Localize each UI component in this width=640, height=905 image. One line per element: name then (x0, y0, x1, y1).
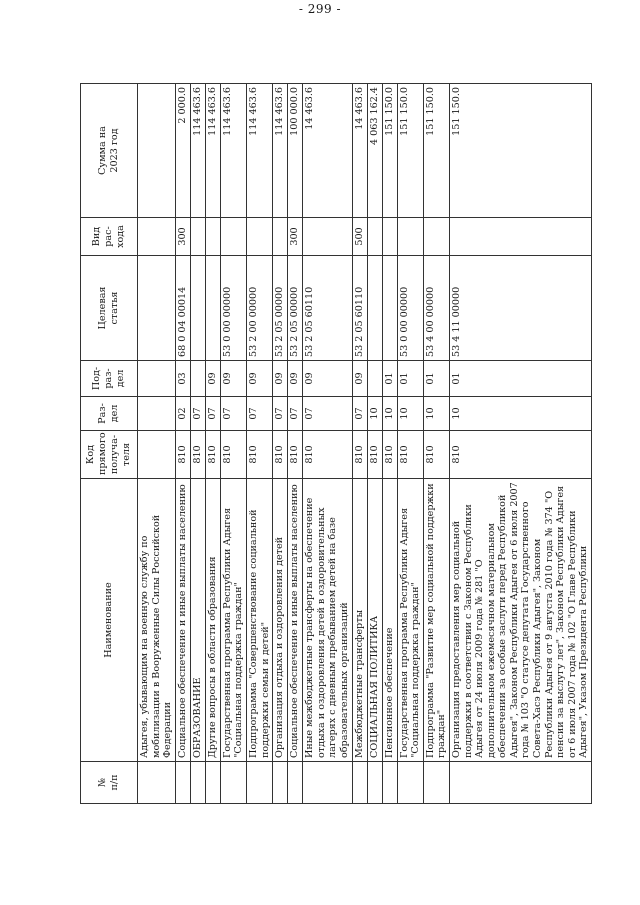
row-num (190, 762, 205, 804)
table-row (449, 84, 591, 804)
row-vid (220, 218, 246, 256)
header-razdel: Раз- дел (81, 397, 138, 431)
row-code: 810 (352, 431, 367, 479)
row-podrazdel: 09 (205, 361, 220, 397)
row-podrazdel: 03 (175, 361, 190, 397)
row-vid (138, 218, 176, 256)
table-row (423, 84, 449, 804)
row-name: Межбюджетные трансферты (352, 479, 367, 762)
row-target: 53 0 00 00000 (220, 256, 246, 361)
row-name: Подпрограмма "Развитие мер социальной поддержки граждан" (423, 479, 449, 762)
row-sum: 100 000.0 (288, 84, 303, 218)
table-row (397, 84, 423, 804)
table-body (138, 84, 592, 804)
table-row (303, 84, 352, 804)
row-code: 810 (382, 431, 397, 479)
row-razdel: 07 (273, 397, 288, 431)
row-target: 53 2 05 00000 (288, 256, 303, 361)
row-sum (138, 84, 176, 218)
row-podrazdel: 09 (288, 361, 303, 397)
row-num (397, 762, 423, 804)
header-code: Код прямого получа- теля (81, 431, 138, 479)
row-code: 810 (205, 431, 220, 479)
row-code: 810 (220, 431, 246, 479)
row-name: Социальное обеспечение и иные выплаты населению (175, 479, 190, 762)
row-target (138, 256, 176, 361)
row-code (138, 431, 176, 479)
row-razdel: 07 (352, 397, 367, 431)
row-razdel: 07 (303, 397, 352, 431)
table-row (205, 84, 220, 804)
table-header-row (81, 84, 138, 804)
row-podrazdel (138, 361, 176, 397)
row-razdel: 10 (449, 397, 591, 431)
row-razdel: 10 (423, 397, 449, 431)
row-name: Адыгея, убывающим на военную службу по мобилизации в Вооруженные Силы Российской Федерации (138, 479, 176, 762)
table-row (138, 84, 176, 804)
rotated-table-container (80, 84, 590, 804)
row-name: Подпрограмма "Совершенствование социальной поддержки семьи и детей" (246, 479, 272, 762)
row-razdel: 07 (288, 397, 303, 431)
row-target: 53 2 05 60110 (352, 256, 367, 361)
row-name: СОЦИАЛЬНАЯ ПОЛИТИКА (367, 479, 382, 762)
row-name: Пенсионное обеспечение (382, 479, 397, 762)
row-vid (273, 218, 288, 256)
row-podrazdel: 01 (382, 361, 397, 397)
row-vid (190, 218, 205, 256)
row-num (367, 762, 382, 804)
page-number: - 299 - (298, 2, 342, 16)
header-name: Наименование (81, 479, 138, 762)
row-target: 53 4 00 00000 (423, 256, 449, 361)
row-target: 53 2 00 00000 (246, 256, 272, 361)
row-num (423, 762, 449, 804)
row-code: 810 (175, 431, 190, 479)
row-podrazdel: 01 (449, 361, 591, 397)
row-razdel: 02 (175, 397, 190, 431)
row-num (449, 762, 591, 804)
row-code: 810 (246, 431, 272, 479)
row-num (205, 762, 220, 804)
row-num (303, 762, 352, 804)
header-target: Целевая статья (81, 256, 138, 361)
row-podrazdel (367, 361, 382, 397)
row-vid (367, 218, 382, 256)
row-num (352, 762, 367, 804)
row-target: 53 2 05 60110 (303, 256, 352, 361)
row-sum: 151 150.0 (397, 84, 423, 218)
table-row (190, 84, 205, 804)
table-row (220, 84, 246, 804)
row-vid: 300 (175, 218, 190, 256)
row-target (205, 256, 220, 361)
row-sum: 14 463.6 (352, 84, 367, 218)
table-row (273, 84, 288, 804)
row-vid: 500 (352, 218, 367, 256)
table-row (382, 84, 397, 804)
row-sum: 114 463.6 (190, 84, 205, 218)
row-razdel: 10 (382, 397, 397, 431)
header-num: № п/п (81, 762, 138, 804)
row-name: Организация отдыха и оздоровления детей (273, 479, 288, 762)
row-razdel (138, 397, 176, 431)
row-name: Другие вопросы в области образования (205, 479, 220, 762)
row-code: 810 (449, 431, 591, 479)
row-sum: 151 150.0 (423, 84, 449, 218)
row-vid: 300 (288, 218, 303, 256)
row-vid (423, 218, 449, 256)
row-name: Организация предоставления мер социальной поддержки в соответствии с Законом Республики Адыгея от 24 июля 2009 года № 281 "О дополнительном ежемесячном материальном обеспечении за особые заслуги перед Республикой Адыгея", Законом Республики Адыгея от 6 июля 2007 года № 103 "О статусе депутата Государственного Совета-Хасэ Республики Адыгея", Законом Республики Адыгея от 9 августа 2010 года № 374 "О пенсии за выслугу лет", Законом Республики Адыгея от 6 июля 2007 года № 102 "О Главе Республики Адыгея", Указом Президента Республики (449, 479, 591, 762)
header-podrazdel: Под- раз- дел (81, 361, 138, 397)
budget-table (80, 83, 592, 804)
row-vid (397, 218, 423, 256)
row-sum: 151 150.0 (382, 84, 397, 218)
row-sum: 151 150.0 (449, 84, 591, 218)
row-vid (382, 218, 397, 256)
row-podrazdel: 09 (220, 361, 246, 397)
row-code: 810 (190, 431, 205, 479)
table-row (367, 84, 382, 804)
row-target (367, 256, 382, 361)
table-row (175, 84, 190, 804)
row-name: Государственная программа Республики Адыгея "Социальная поддержка граждан" (397, 479, 423, 762)
row-sum: 114 463.6 (273, 84, 288, 218)
row-name: Социальное обеспечение и иные выплаты населению (288, 479, 303, 762)
row-razdel: 10 (397, 397, 423, 431)
row-podrazdel: 09 (352, 361, 367, 397)
table-row (246, 84, 272, 804)
row-podrazdel: 09 (273, 361, 288, 397)
row-sum: 4 063 162.4 (367, 84, 382, 218)
row-code: 810 (288, 431, 303, 479)
table-row (288, 84, 303, 804)
row-sum: 2 000.0 (175, 84, 190, 218)
row-razdel: 07 (190, 397, 205, 431)
row-podrazdel: 01 (423, 361, 449, 397)
row-podrazdel (190, 361, 205, 397)
row-sum: 114 463.6 (205, 84, 220, 218)
row-target (190, 256, 205, 361)
row-num (138, 762, 176, 804)
row-name: ОБРАЗОВАНИЕ (190, 479, 205, 762)
row-num (220, 762, 246, 804)
row-num (288, 762, 303, 804)
row-sum: 14 463.6 (303, 84, 352, 218)
row-name: Государственная программа Республики Адыгея "Социальная поддержка граждан" (220, 479, 246, 762)
row-num (273, 762, 288, 804)
header-vid: Вид рас- хода (81, 218, 138, 256)
row-target: 53 4 11 00000 (449, 256, 591, 361)
row-razdel: 10 (367, 397, 382, 431)
row-num (246, 762, 272, 804)
row-vid (246, 218, 272, 256)
row-razdel: 07 (205, 397, 220, 431)
table-row (352, 84, 367, 804)
row-razdel: 07 (246, 397, 272, 431)
row-num (175, 762, 190, 804)
row-code: 810 (273, 431, 288, 479)
row-code: 810 (397, 431, 423, 479)
header-sum: Сумма на 2023 год (81, 84, 138, 218)
row-podrazdel: 09 (303, 361, 352, 397)
row-razdel: 07 (220, 397, 246, 431)
row-code: 810 (423, 431, 449, 479)
row-num (382, 762, 397, 804)
row-sum: 114 463.6 (220, 84, 246, 218)
row-target (382, 256, 397, 361)
row-vid (303, 218, 352, 256)
row-sum: 114 463.6 (246, 84, 272, 218)
row-vid (449, 218, 591, 256)
row-code: 810 (303, 431, 352, 479)
row-name: Иные межбюджетные трансферты на обеспечение отдыха и оздоровления детей в оздоровительных лагерях с дневным пребыванием детей на базе образовательных организаций (303, 479, 352, 762)
row-code: 810 (367, 431, 382, 479)
row-target: 53 2 05 00000 (273, 256, 288, 361)
row-vid (205, 218, 220, 256)
row-target: 53 0 00 00000 (397, 256, 423, 361)
row-podrazdel: 09 (246, 361, 272, 397)
row-podrazdel: 01 (397, 361, 423, 397)
row-target: 68 0 04 00014 (175, 256, 190, 361)
